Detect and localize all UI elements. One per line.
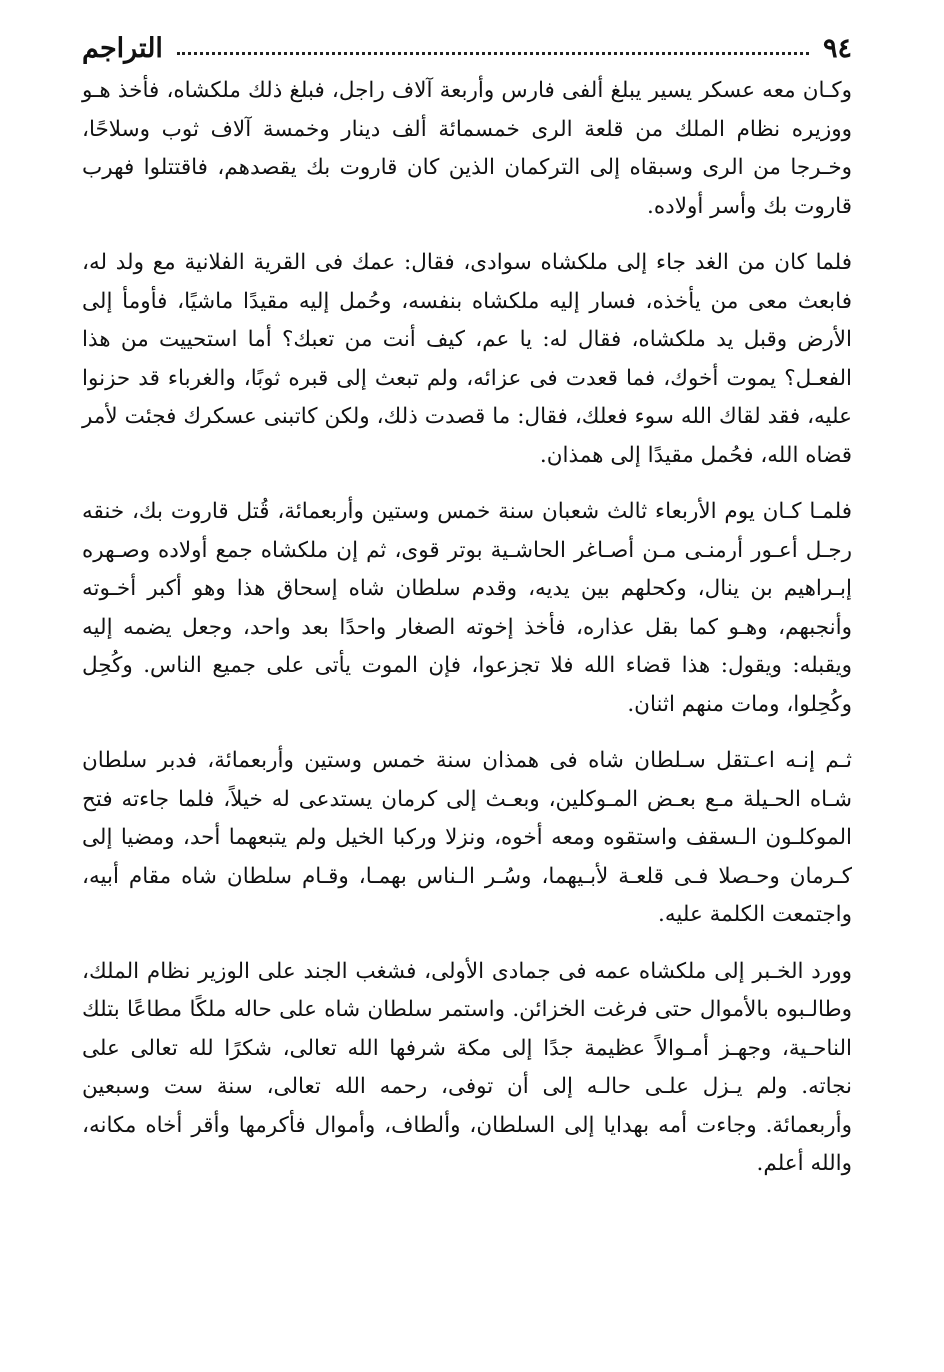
body-text: [82, 72, 852, 1202]
chapter-title: التراجم: [82, 32, 163, 64]
paragraph-5: وورد الخـبر إلى ملكشاه عمه فى جمادى الأولى، فشغب الجند على الوزير نظام الملك، وطالـبوه بالأموال حتى فرغت الخزائن. واستمر سلطان شاه على حاله ملكًا مطاعًا بتلك الناحـية، وجهـز أمـوالاً عظيمة جدًا إلى مكة شرفها الله تعالى، شكرًا لله تعالى على نجاته. ولم يـزل علـى حالـه إلى أن توفى، رحمه الله تعالى، سنة ست وسبعين وأربعمائة. وجاءت أمه بهدايا إلى السلطان، وألطاف، وأموال فأكرمها وأقر أخاه مكانه، والله أعلم.: [82, 958, 852, 1176]
paragraph-1: وكـان معه عسكر يسير يبلغ ألفى فارس وأربعة آلاف راجل، فبلغ ذلك ملكشاه، فأخذ هـو ووزيره نظام الملك من قلعة الرى خمسمائة ألف دينار وخمسة آلاف ثوب وسلاحًا، وخـرجا من الرى وسبقاه إلى التركمان الذين كان قاروت بك يقصدهم، فاقتتلوا فهرب قاروت بك وأسر أولاده.: [82, 78, 852, 219]
page-header: [82, 28, 852, 68]
page-number: ٩٤: [822, 32, 852, 64]
paragraph-2: فلما كان من الغد جاء إلى ملكشاه سوادى، فقال: عمك فى القرية الفلانية مع ولد له، فابعث معى من يأخذه، فسار إليه ملكشاه بنفسه، وحُمل إليه مقيدًا ماشيًا، فأومأ إلى الأرض وقبل يد ملكشاه، فقال له: يا عم، كيف أنت من تعبك؟ أما استحييت من هذا الفعـل؟ يموت أخوك، فما قعدت فى عزائه، ولم تبعث إلى قبره ثوبًا، والغرباء قد حزنوا عليه، فقد لقاك الله سوء فعلك، فقال: ما قصدت ذلك، ولكن كاتبنى عسكرك فجئت لأمر قضاه الله، فحُمل مقيدًا إلى همذان.: [82, 250, 852, 468]
paragraph-4: ثـم إنـه اعـتقل سـلطان شاه فى همذان سنة خمس وستين وأربعمائة، فدبر سلطان شـاه الحـيلة مـع بعـض المـوكلين، وبعـث إلى كرمان يستدعى له خيلاً، فلما جاءته فتح الموكلـون الـسقف واستقوه ومعه أخوه، ونزلا وركبا الخيل ولم يتبعهما أحد، ومضيا إلى كـرمان وحـصلا فـى قلعـة لأبـيهما، وسُـر الـناس بهمـا، وقـام سلطان شاه مقام أبيه، واجتمعت الكلمة عليه.: [82, 748, 852, 927]
header-dotted-leader: [177, 52, 809, 55]
paragraph-3: فلمـا كـان يوم الأربعاء ثالث شعبان سنة خمس وستين وأربعمائة، قُتل قاروت بك، خنقه رجـل أعـور أرمنـى مـن أصـاغر الحاشـية بوتر قوى، ثم إن ملكشاه جمع أولاده وصـهره إبـراهيم بن ينال، وكحلهم بين يديه، وقدم سلطان شاه إسحاق هذا وهو أكبر أخـوته وأنجبهم، وهـو كما بقل عذاره، فأخذ إخوته الصغار واحدًا بعد واحد، وجعل يضمه إليه ويقبله: ويقول: هذا قضاء الله فلا تجزعوا، فإن الموت يأتى على جميع الناس. وكُحِل وكُحِلوا، ومات منهم اثنان.: [82, 499, 852, 717]
